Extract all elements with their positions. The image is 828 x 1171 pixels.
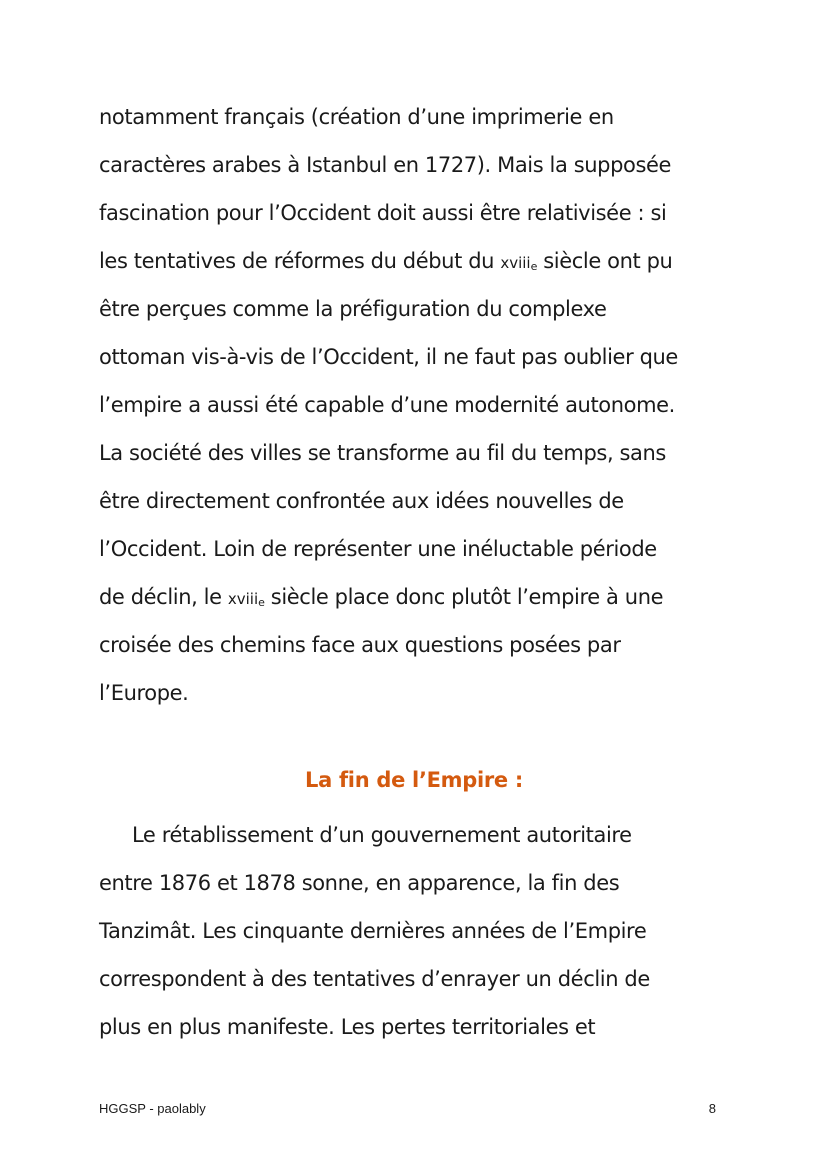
text-line: être perçues comme la préfiguration du complexe (99, 297, 607, 321)
text-line: l’Europe. (99, 681, 189, 705)
text-line: être directement confrontée aux idées nouvelles de (99, 489, 624, 513)
text-line: Le rétablissement d’un gouvernement autoritaire (132, 823, 632, 847)
text-line: l’Occident. Loin de représenter une inéluctable période (99, 537, 657, 561)
text-line: Tanzimât. Les cinquante dernières années de l’Empire (99, 919, 647, 943)
section-heading: La fin de l’Empire : (305, 768, 523, 792)
text-fragment: les tentatives de réformes du début du (99, 249, 501, 273)
century-suffix: e (258, 596, 265, 609)
century-numeral: xviii (500, 254, 531, 272)
text-fragment: de déclin, le (99, 585, 228, 609)
text-line (99, 573, 739, 621)
text-line: plus en plus manifeste. Les pertes territoriales et (99, 1015, 596, 1039)
text-line: La société des villes se transforme au fil du temps, sans (99, 441, 666, 465)
century-suffix: e (530, 260, 537, 273)
century-numeral: xviii (227, 590, 259, 608)
footer-author: HGGSP - paolably (99, 1101, 206, 1116)
page-number: 8 (708, 1101, 716, 1116)
text-fragment: siècle ont pu (536, 249, 673, 273)
text-line: ottoman vis-à-vis de l’Occident, il ne faut pas oublier que (99, 345, 678, 369)
text-fragment: siècle place donc plutôt l’empire à une (264, 585, 664, 609)
text-line: correspondent à des tentatives d’enrayer un déclin de (99, 967, 650, 991)
text-line: croisée des chemins face aux questions posées par (99, 633, 621, 657)
text-line: l’empire a aussi été capable d’une modernité autonome. (99, 393, 675, 417)
text-line: caractères arabes à Istanbul en 1727). Mais la supposée (99, 153, 672, 177)
text-line: entre 1876 et 1878 sonne, en apparence, la fin des (99, 871, 620, 895)
paragraph-2 (99, 811, 739, 1051)
text-line (99, 237, 739, 285)
paragraph-1 (99, 93, 739, 717)
text-line: notamment français (création d’une imprimerie en (99, 105, 614, 129)
text-line: fascination pour l’Occident doit aussi être relativisée : si (99, 201, 667, 225)
